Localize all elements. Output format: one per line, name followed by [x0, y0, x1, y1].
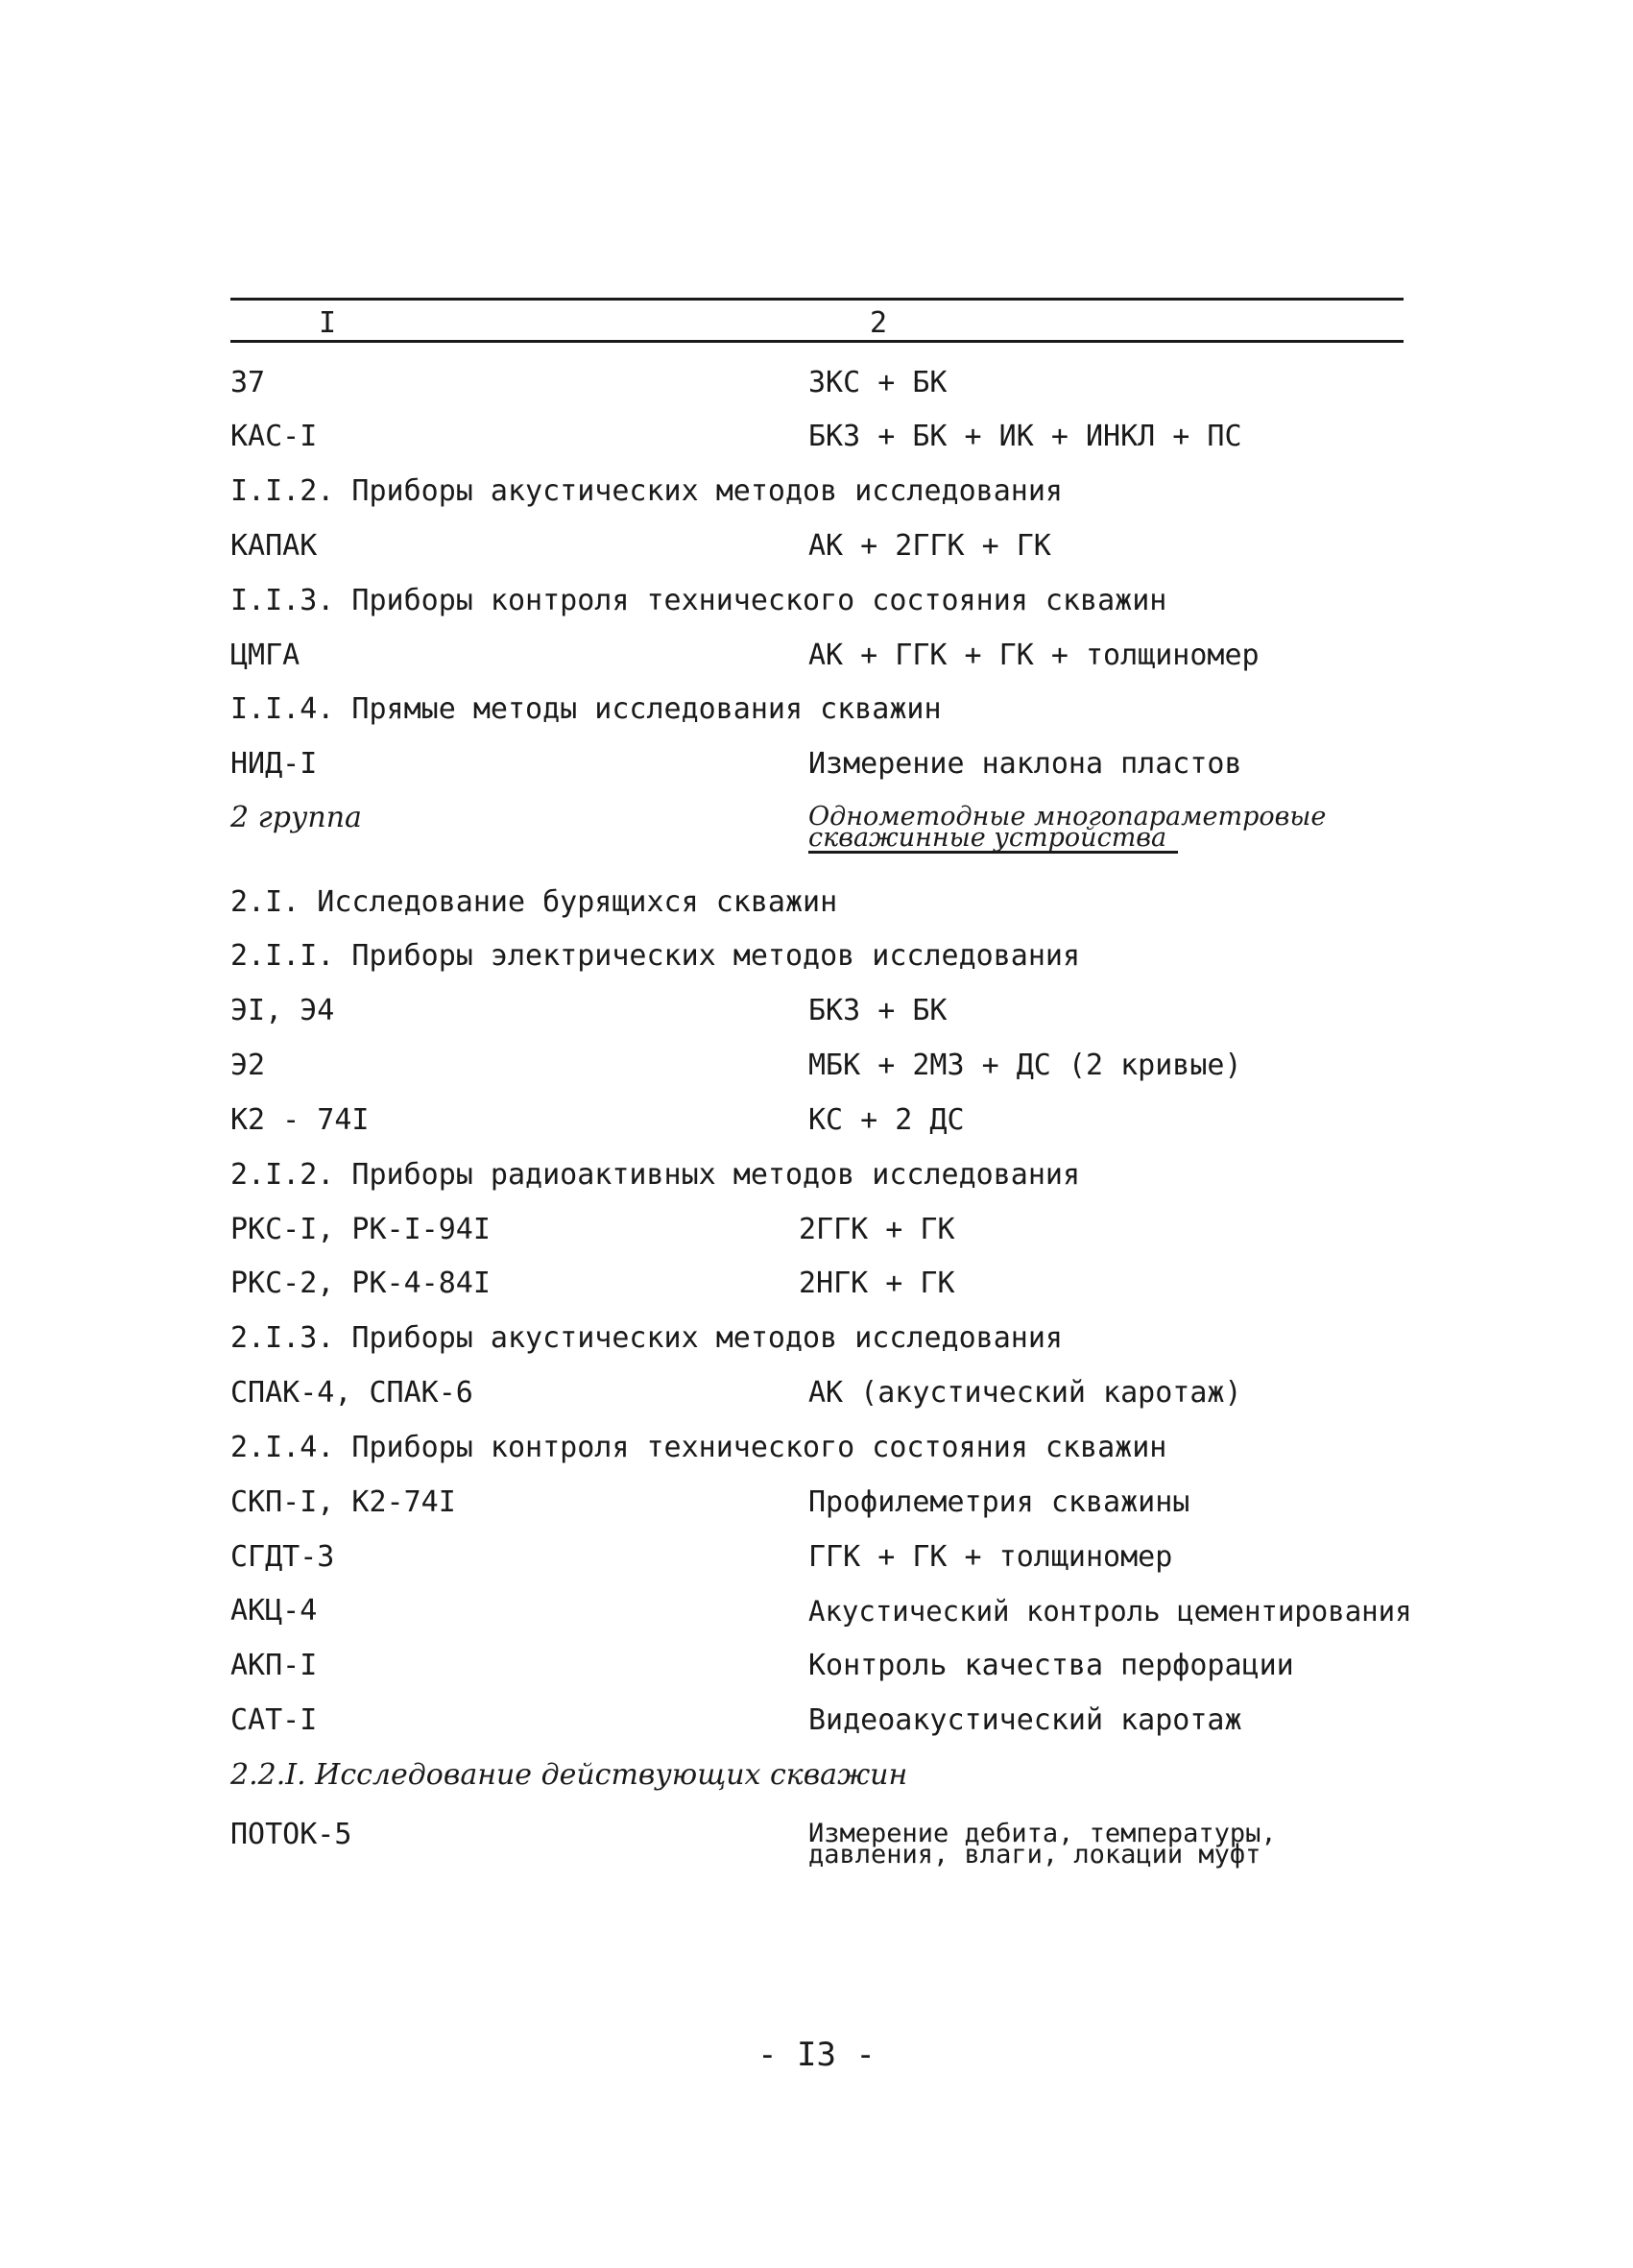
section-heading: I.I.2. Приборы акустических методов исследования	[230, 474, 1063, 508]
instrument-name: ЭI, Э4	[230, 994, 335, 1027]
method-description: БКЗ + БК	[808, 994, 948, 1027]
table-header-rule	[230, 340, 1404, 343]
method-description-line-1: Измерение дебита, температуры,	[808, 1819, 1277, 1848]
method-description: АК (акустический каротаж)	[808, 1376, 1242, 1410]
group-description-line-1: Однометодные многопараметровые	[808, 802, 1327, 832]
instrument-name: СГДТ-3	[230, 1540, 335, 1574]
instrument-name: 37	[230, 366, 266, 399]
section-heading: I.I.3. Приборы контроля технического состояния скважин	[230, 584, 1167, 617]
table-top-rule	[230, 298, 1404, 301]
method-description: Видеоакустический каротаж	[808, 1703, 1242, 1737]
section-heading: 2.2.I. Исследование действующих скважин	[230, 1758, 908, 1792]
instrument-name: АКП-I	[230, 1649, 318, 1682]
column-header-1: I	[319, 306, 337, 340]
method-description: Акустический контроль цементирования	[808, 1595, 1412, 1628]
group-label: 2 группа	[230, 801, 362, 834]
method-description: Контроль качества перфорации	[808, 1649, 1294, 1682]
column-header-2: 2	[870, 306, 888, 340]
method-description: Профилеметрия скважины	[808, 1485, 1190, 1519]
section-heading: 2.I.I. Приборы электрических методов исследования	[230, 939, 1081, 973]
page-number: - I3 -	[757, 2036, 876, 2074]
instrument-name: ЦМГА	[230, 639, 300, 672]
instrument-name: ПОТОК-5	[230, 1818, 352, 1851]
group-description-line-2: скважинные устройства	[808, 828, 1178, 854]
instrument-name: САТ-I	[230, 1703, 318, 1737]
instrument-name: РКС-I, РК-I-94I	[230, 1213, 491, 1246]
instrument-name: К2 - 74I	[230, 1103, 370, 1137]
section-heading: 2.I.3. Приборы акустических методов исследования	[230, 1321, 1063, 1355]
instrument-name: Э2	[230, 1049, 266, 1082]
instrument-name: АКЦ-4	[230, 1594, 318, 1628]
method-description: ГГК + ГК + толщиномер	[808, 1540, 1173, 1574]
method-description: МБК + 2МЗ + ДС (2 кривые)	[808, 1049, 1242, 1082]
method-description: 2НГК + ГК	[799, 1267, 955, 1300]
section-heading: I.I.4. Прямые методы исследования скважин	[230, 692, 942, 726]
method-description: БКЗ + БК + ИК + ИНКЛ + ПС	[808, 420, 1242, 453]
section-heading: 2.I.2. Приборы радиоактивных методов исследования	[230, 1158, 1081, 1192]
method-description	[808, 1819, 1277, 1870]
instrument-name: КАПАК	[230, 529, 318, 563]
method-description: ЗКС + БК	[808, 366, 948, 399]
method-description: Измерение наклона пластов	[808, 747, 1242, 781]
instrument-name: РКС-2, РК-4-84I	[230, 1267, 491, 1300]
method-description: АК + 2ГГК + ГК	[808, 529, 1051, 563]
method-description: 2ГГК + ГК	[799, 1213, 955, 1246]
group-description	[808, 802, 1327, 854]
section-heading: 2.I. Исследование бурящихся скважин	[230, 885, 838, 919]
instrument-name: КАС-I	[230, 420, 318, 453]
instrument-name: СКП-I, К2-74I	[230, 1485, 456, 1519]
instrument-name: СПАК-4, СПАК-6	[230, 1376, 473, 1410]
instrument-name: НИД-I	[230, 747, 318, 781]
method-description: АК + ГГК + ГК + толщиномер	[808, 639, 1260, 672]
section-heading: 2.I.4. Приборы контроля технического состояния скважин	[230, 1431, 1167, 1464]
method-description: КС + 2 ДС	[808, 1103, 965, 1137]
method-description-line-2: давления, влаги, локации муфт	[808, 1840, 1261, 1870]
